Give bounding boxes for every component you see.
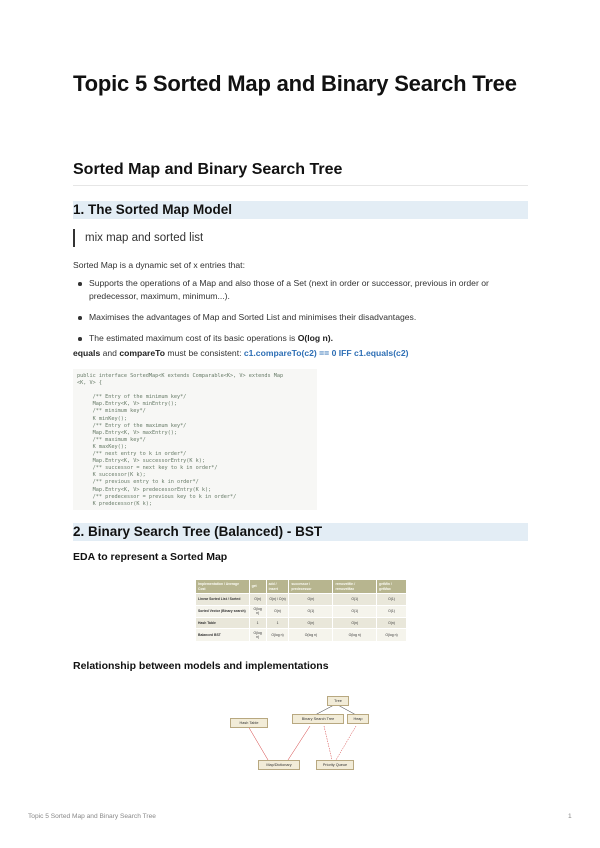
- diagram-node-priority-queue: Priority Queue: [316, 760, 354, 770]
- list-item: Supports the operations of a Map and also those of a Set (next in order or successor, previous in order or predecessor, maximum, minimum...).: [73, 277, 528, 303]
- table-header-cell: Implementation / Average Cost: [196, 580, 250, 594]
- consistency-note: equals and compareTo must be consistent: c1.compareTo(c2) == 0 IFF c1.equals(c2): [73, 348, 409, 358]
- page-number: 1: [568, 813, 572, 820]
- diagram-node-heap: Heap: [347, 714, 369, 724]
- table-cell: 1: [249, 617, 266, 629]
- diagram-node-hash-table: Hash Table: [230, 718, 268, 728]
- table-cell: O(1): [333, 594, 377, 606]
- table-cell: O(n): [333, 617, 377, 629]
- table-cell: O(1): [333, 605, 377, 617]
- section-title: Sorted Map and Binary Search Tree: [73, 161, 528, 186]
- heading-bst: 2. Binary Search Tree (Balanced) - BST: [73, 523, 528, 541]
- subheading-eda: EDA to represent a Sorted Map: [73, 551, 228, 563]
- table-cell: Sorted Vector (Binary search): [196, 605, 250, 617]
- models-diagram: [228, 694, 378, 770]
- table-row: [196, 605, 407, 617]
- diagram-node-map: Map/Dictionary: [258, 760, 300, 770]
- heading-sorted-map-model: 1. The Sorted Map Model: [73, 201, 528, 219]
- blockquote: mix map and sorted list: [73, 229, 203, 247]
- table-cell: 1: [266, 617, 289, 629]
- table-cell: O(log n): [266, 629, 289, 641]
- table-cell: O(n): [249, 594, 266, 606]
- table-cell: O(log n): [249, 605, 266, 617]
- table-cell: O(n): [289, 594, 333, 606]
- table-row: [196, 629, 407, 641]
- table-header-cell: getMin / getMax: [377, 580, 407, 594]
- list-item: Maximises the advantages of Map and Sorted List and minimises their disadvantages.: [73, 311, 528, 324]
- code-screenshot: public interface SortedMap<K extends Comparable<K>, V> extends Map <K, V> { /** Entry of the minimum key*/ Map.Entry<K, V> minEntry(); /** minimum key*/ K minKey(); /** Entry of the maximum key*/ Map.Entry<K, V> maxEntry(); /** maximum key*/ K maxKey(); /** next entry to k in order*/ Map.Entry<K, V> successorEntry(K k); /** successor = next key to k in order*/ K successor(K k); /** previous entry to k in order*/ Map.Entry<K, V> predecessorEntry(K k); /** predecessor = previous key to k in order*/ K predecessor(K k);: [73, 369, 317, 510]
- table-cell: O(log n): [333, 629, 377, 641]
- subheading-relationship: Relationship between models and implementations: [73, 660, 329, 672]
- table-cell: O(n): [377, 617, 407, 629]
- table-header-cell: successor / predecessor: [289, 580, 333, 594]
- intro-paragraph: Sorted Map is a dynamic set of x entries that:: [73, 260, 245, 270]
- table-cell: O(log n): [377, 629, 407, 641]
- diagram-lines: [228, 694, 378, 770]
- eda-cost-table: [195, 579, 407, 642]
- table-cell: O(n): [266, 605, 289, 617]
- table-cell: Hash Table: [196, 617, 250, 629]
- table-cell: O(log n): [249, 629, 266, 641]
- table-cell: Linear Sorted List / Sorted: [196, 594, 250, 606]
- table-cell: O(1): [377, 594, 407, 606]
- code-expression: c1.compareTo(c2) == 0 IFF c1.equals(c2): [243, 348, 409, 358]
- table-header-cell: removeMin / removeMax: [333, 580, 377, 594]
- table-row: [196, 594, 407, 606]
- table-header-cell: get: [249, 580, 266, 594]
- page-title: Topic 5 Sorted Map and Binary Search Tree: [73, 71, 517, 96]
- table-cell: O(log n): [289, 629, 333, 641]
- table-cell: O(1): [377, 605, 407, 617]
- table-cell: Balanced BST: [196, 629, 250, 641]
- list-item: The estimated maximum cost of its basic operations is O(log n).: [73, 332, 528, 345]
- footer-title: Topic 5 Sorted Map and Binary Search Tree: [28, 813, 156, 820]
- diagram-node-bst: Binary Search Tree: [292, 714, 344, 724]
- table-cell: O(n): [289, 617, 333, 629]
- diagram-node-tree: Tree: [327, 696, 349, 706]
- table-cell: O(1): [289, 605, 333, 617]
- bullet-list: [73, 277, 528, 353]
- table-cell: O(n) / O(n): [266, 594, 289, 606]
- table-header-cell: add / insert: [266, 580, 289, 594]
- table-row: [196, 617, 407, 629]
